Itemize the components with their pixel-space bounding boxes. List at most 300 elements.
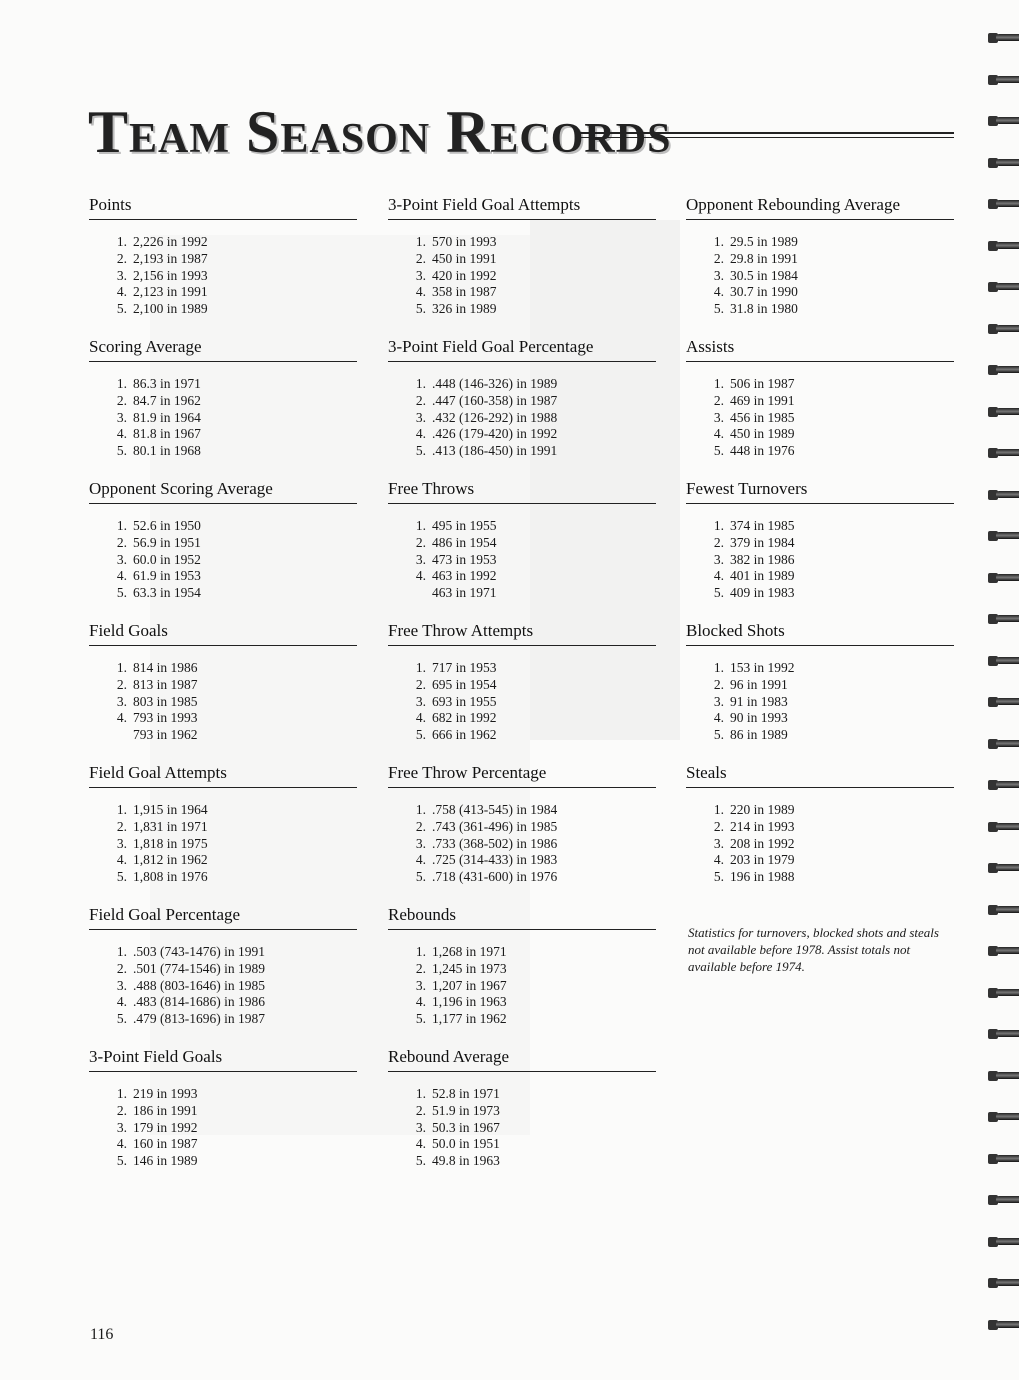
record-value: 30.5 in 1984 — [730, 267, 798, 283]
record-entry — [388, 426, 656, 443]
record-entry — [89, 518, 357, 535]
record-rank: 1. — [116, 660, 127, 675]
record-rank: 4. — [415, 710, 426, 726]
record-rank: 5. — [713, 585, 724, 601]
binding-ring — [986, 445, 1019, 461]
record-rank: 3. — [116, 551, 127, 567]
record-rank: 2. — [415, 250, 426, 266]
record-entry — [686, 819, 954, 836]
record-entry — [89, 1136, 357, 1153]
record-rank: 2. — [116, 392, 127, 408]
record-rank: 4. — [415, 1136, 426, 1152]
record-value: 203 in 1979 — [730, 852, 795, 868]
record-entry — [388, 819, 656, 836]
record-value: 50.0 in 1951 — [432, 1136, 500, 1152]
record-value: 374 in 1985 — [730, 518, 795, 533]
record-value: 506 in 1987 — [730, 376, 795, 391]
record-value: 86.3 in 1971 — [133, 376, 201, 391]
section-heading: Field Goals — [89, 621, 168, 640]
record-value: 358 in 1987 — [432, 284, 497, 300]
record-section — [89, 193, 357, 335]
record-value: .758 (413-545) in 1984 — [432, 802, 558, 817]
section-heading: Field Goal Percentage — [89, 905, 241, 924]
record-rank: 3. — [116, 693, 127, 709]
record-value: 214 in 1993 — [730, 818, 795, 834]
column-right — [686, 193, 954, 903]
record-rank: 4. — [713, 568, 724, 584]
record-entry — [388, 268, 656, 285]
record-entry — [89, 234, 357, 251]
record-rank: 4. — [116, 710, 127, 726]
record-rank: 5. — [713, 869, 724, 885]
record-rank: 1. — [415, 944, 426, 959]
record-value: 382 in 1986 — [730, 551, 795, 567]
record-rank: 2. — [415, 1102, 426, 1118]
binding-ring — [986, 30, 1019, 46]
record-list — [89, 802, 357, 886]
record-value: 50.3 in 1967 — [432, 1119, 500, 1135]
record-entry — [686, 284, 954, 301]
record-entry — [686, 268, 954, 285]
record-rank: 3. — [415, 409, 426, 425]
record-value: 793 in 1962 — [133, 727, 198, 743]
record-value: 793 in 1993 — [133, 710, 198, 726]
record-rank: 5. — [116, 301, 127, 317]
section-rule — [686, 787, 954, 788]
record-value: .733 (368-502) in 1986 — [432, 835, 558, 851]
binding-ring — [986, 1109, 1019, 1125]
record-value: 96 in 1991 — [730, 676, 788, 692]
record-rank: 3. — [415, 1119, 426, 1135]
record-entry — [89, 852, 357, 869]
record-rank: 3. — [713, 409, 724, 425]
record-entry — [686, 251, 954, 268]
record-value: 401 in 1989 — [730, 568, 795, 584]
record-list — [89, 1086, 357, 1170]
record-entry — [686, 443, 954, 460]
record-value: 570 in 1993 — [432, 234, 497, 249]
record-rank: 5. — [713, 301, 724, 317]
record-value: 29.5 in 1989 — [730, 234, 798, 249]
record-section — [89, 335, 357, 477]
section-rule — [89, 929, 357, 930]
record-entry — [686, 802, 954, 819]
record-rank: 2. — [116, 534, 127, 550]
record-entry — [388, 677, 656, 694]
record-entry — [89, 802, 357, 819]
record-list — [388, 802, 656, 886]
record-rank: 1. — [415, 234, 426, 249]
record-value: .503 (743-1476) in 1991 — [133, 944, 265, 959]
record-section — [89, 903, 357, 1045]
section-rule — [89, 219, 357, 220]
record-entry — [89, 585, 357, 602]
record-rank: 1. — [713, 802, 724, 817]
record-entry — [89, 677, 357, 694]
record-rank: 1. — [116, 376, 127, 391]
section-heading: Rebound Average — [388, 1047, 510, 1066]
record-value: 81.9 in 1964 — [133, 409, 201, 425]
record-entry — [89, 944, 357, 961]
binding-ring — [986, 570, 1019, 586]
record-entry — [89, 552, 357, 569]
record-entry — [686, 694, 954, 711]
record-rank: 5. — [713, 727, 724, 743]
record-section — [388, 619, 656, 761]
record-value: 186 in 1991 — [133, 1102, 198, 1118]
record-rank: 5. — [116, 1153, 127, 1169]
record-value: .743 (361-496) in 1985 — [432, 818, 558, 834]
record-value: 30.7 in 1990 — [730, 284, 798, 300]
record-rank: 3. — [116, 409, 127, 425]
section-heading: 3-Point Field Goal Percentage — [388, 337, 594, 356]
record-entry — [686, 234, 954, 251]
record-entry — [686, 393, 954, 410]
record-entry — [686, 660, 954, 677]
record-value: .479 (813-1696) in 1987 — [133, 1011, 265, 1027]
spiral-binding — [986, 30, 1019, 1360]
record-section — [686, 193, 954, 335]
record-entry — [89, 376, 357, 393]
record-rank: 2. — [116, 676, 127, 692]
record-rank: 4. — [415, 852, 426, 868]
record-entry — [686, 552, 954, 569]
record-rank: 4. — [713, 284, 724, 300]
record-rank: 5. — [713, 443, 724, 459]
record-rank: 4. — [415, 426, 426, 442]
binding-ring — [986, 196, 1019, 212]
record-section — [686, 477, 954, 619]
record-rank: 4. — [415, 994, 426, 1010]
record-entry — [686, 836, 954, 853]
binding-ring — [986, 1068, 1019, 1084]
record-rank: 3. — [415, 835, 426, 851]
record-entry — [388, 694, 656, 711]
record-list — [388, 234, 656, 318]
section-rule — [388, 1071, 656, 1072]
record-section — [686, 619, 954, 761]
record-entry — [388, 852, 656, 869]
record-value: 86 in 1989 — [730, 727, 788, 743]
record-value: 409 in 1983 — [730, 585, 795, 601]
record-rank: 5. — [415, 727, 426, 743]
record-rank: 5. — [116, 585, 127, 601]
record-value: 1,812 in 1962 — [133, 852, 208, 868]
record-entry — [89, 426, 357, 443]
record-value: 29.8 in 1991 — [730, 250, 798, 266]
record-list — [388, 376, 656, 460]
record-section — [388, 193, 656, 335]
section-rule — [388, 645, 656, 646]
record-value: 448 in 1976 — [730, 443, 795, 459]
record-rank: 3. — [713, 835, 724, 851]
record-entry — [89, 1086, 357, 1103]
record-value: 2,156 in 1993 — [133, 267, 208, 283]
record-entry — [686, 710, 954, 727]
record-rank: 3. — [415, 693, 426, 709]
record-entry — [89, 301, 357, 318]
record-section — [686, 761, 954, 903]
section-heading: Opponent Rebounding Average — [686, 195, 901, 214]
record-section — [686, 335, 954, 477]
record-value: 51.9 in 1973 — [432, 1102, 500, 1118]
record-list — [89, 234, 357, 318]
record-entry — [388, 1153, 656, 1170]
record-entry — [388, 660, 656, 677]
record-entry — [388, 1086, 656, 1103]
record-entry — [89, 710, 357, 727]
record-entry — [388, 994, 656, 1011]
record-value: 63.3 in 1954 — [133, 585, 201, 601]
section-heading: Free Throw Percentage — [388, 763, 547, 782]
record-value: 456 in 1985 — [730, 409, 795, 425]
record-rank: 5. — [116, 869, 127, 885]
record-value: 1,196 in 1963 — [432, 994, 507, 1010]
record-rank: 5. — [415, 443, 426, 459]
record-value: 682 in 1992 — [432, 710, 497, 726]
record-rank: 3. — [713, 267, 724, 283]
record-entry — [89, 393, 357, 410]
record-rank: 2. — [415, 676, 426, 692]
record-value: 219 in 1993 — [133, 1086, 198, 1101]
record-section — [388, 903, 656, 1045]
record-value: 666 in 1962 — [432, 727, 497, 743]
binding-ring — [986, 321, 1019, 337]
record-rank: 5. — [116, 1011, 127, 1027]
record-entry — [388, 393, 656, 410]
record-list — [388, 1086, 656, 1170]
record-entry — [388, 410, 656, 427]
binding-ring — [986, 943, 1019, 959]
record-entry — [89, 568, 357, 585]
record-rank: 4. — [713, 852, 724, 868]
record-rank: 5. — [415, 869, 426, 885]
binding-ring — [986, 72, 1019, 88]
record-value: 84.7 in 1962 — [133, 392, 201, 408]
section-rule — [89, 787, 357, 788]
record-value: 450 in 1991 — [432, 250, 497, 266]
record-entry — [686, 869, 954, 886]
binding-ring — [986, 404, 1019, 420]
binding-ring — [986, 694, 1019, 710]
record-value: 81.8 in 1967 — [133, 426, 201, 442]
record-rank: 1. — [116, 234, 127, 249]
record-entry — [686, 301, 954, 318]
record-section — [89, 619, 357, 761]
record-entry — [686, 535, 954, 552]
record-value: 1,915 in 1964 — [133, 802, 208, 817]
record-value: 1,831 in 1971 — [133, 818, 208, 834]
record-value: 420 in 1992 — [432, 267, 497, 283]
record-value: .426 (179-420) in 1992 — [432, 426, 558, 442]
record-value: 52.6 in 1950 — [133, 518, 201, 533]
record-value: .488 (803-1646) in 1985 — [133, 977, 265, 993]
record-entry — [388, 552, 656, 569]
record-rank: 1. — [415, 802, 426, 817]
record-section — [388, 761, 656, 903]
section-rule — [686, 361, 954, 362]
record-rank: 2. — [713, 818, 724, 834]
record-value: 379 in 1984 — [730, 534, 795, 550]
section-heading: 3-Point Field Goal Attempts — [388, 195, 581, 214]
record-value: 1,177 in 1962 — [432, 1011, 507, 1027]
record-entry — [89, 836, 357, 853]
record-value: 52.8 in 1971 — [432, 1086, 500, 1101]
section-rule — [388, 787, 656, 788]
record-rank: 2. — [415, 960, 426, 976]
record-value: 60.0 in 1952 — [133, 551, 201, 567]
section-heading: Scoring Average — [89, 337, 202, 356]
record-list — [686, 234, 954, 318]
binding-ring — [986, 1234, 1019, 1250]
record-rank: 4. — [116, 852, 127, 868]
record-section — [388, 477, 656, 619]
record-value: 463 in 1971 — [432, 585, 497, 601]
record-entry — [686, 852, 954, 869]
record-list — [89, 944, 357, 1028]
record-entry — [89, 410, 357, 427]
record-entry — [388, 535, 656, 552]
record-entry — [89, 869, 357, 886]
record-value: 693 in 1955 — [432, 693, 497, 709]
record-list — [89, 660, 357, 744]
column-middle — [388, 193, 656, 1187]
page-number: 116 — [90, 1326, 114, 1343]
binding-ring — [986, 487, 1019, 503]
record-value: 486 in 1954 — [432, 534, 497, 550]
section-heading: Fewest Turnovers — [686, 479, 808, 498]
section-rule — [89, 1071, 357, 1072]
record-value: .501 (774-1546) in 1989 — [133, 960, 265, 976]
record-rank: 1. — [116, 802, 127, 817]
record-rank: 2. — [713, 676, 724, 692]
record-entry — [89, 443, 357, 460]
record-entry — [686, 585, 954, 602]
record-list — [686, 660, 954, 744]
record-entry — [388, 585, 656, 602]
record-rank: 4. — [415, 568, 426, 584]
record-section — [89, 761, 357, 903]
record-rank: 2. — [415, 818, 426, 834]
record-section — [388, 1045, 656, 1187]
record-list — [686, 802, 954, 886]
binding-ring — [986, 279, 1019, 295]
page-title: Team Season Records — [88, 99, 672, 165]
record-entry — [686, 677, 954, 694]
record-value: 2,226 in 1992 — [133, 234, 208, 249]
record-value: .432 (126-292) in 1988 — [432, 409, 558, 425]
record-rank: 1. — [713, 660, 724, 675]
record-value: 160 in 1987 — [133, 1136, 198, 1152]
record-entry — [89, 535, 357, 552]
section-heading: Free Throw Attempts — [388, 621, 534, 640]
record-rank: 1. — [116, 944, 127, 959]
record-rank: 1. — [415, 376, 426, 391]
section-heading: Steals — [686, 763, 727, 782]
record-rank: 4. — [116, 1136, 127, 1152]
record-entry — [89, 694, 357, 711]
record-value: 1,245 in 1973 — [432, 960, 507, 976]
record-rank: 2. — [713, 250, 724, 266]
binding-ring — [986, 611, 1019, 627]
record-rank: 1. — [116, 518, 127, 533]
binding-ring — [986, 1275, 1019, 1291]
column-left — [89, 193, 357, 1187]
record-rank: 2. — [713, 392, 724, 408]
record-rank: 3. — [713, 693, 724, 709]
record-rank: 1. — [713, 518, 724, 533]
section-rule — [89, 645, 357, 646]
record-rank: 3. — [116, 835, 127, 851]
binding-ring — [986, 113, 1019, 129]
record-value: 495 in 1955 — [432, 518, 497, 533]
record-rank: 3. — [116, 1119, 127, 1135]
record-rank: 3. — [116, 267, 127, 283]
record-entry — [388, 284, 656, 301]
binding-ring — [986, 736, 1019, 752]
section-heading: Points — [89, 195, 132, 214]
record-value: 450 in 1989 — [730, 426, 795, 442]
record-list — [89, 376, 357, 460]
record-list — [388, 518, 656, 602]
section-rule — [388, 219, 656, 220]
record-entry — [388, 961, 656, 978]
section-rule — [89, 361, 357, 362]
record-value: 153 in 1992 — [730, 660, 795, 675]
record-section — [388, 335, 656, 477]
record-entry — [89, 251, 357, 268]
section-rule — [686, 219, 954, 220]
record-list — [89, 518, 357, 602]
binding-ring — [986, 902, 1019, 918]
binding-ring — [986, 528, 1019, 544]
record-value: 813 in 1987 — [133, 676, 198, 692]
record-value: 196 in 1988 — [730, 869, 795, 885]
binding-ring — [986, 1192, 1019, 1208]
binding-ring — [986, 155, 1019, 171]
record-rank: 5. — [116, 443, 127, 459]
record-entry — [89, 268, 357, 285]
record-rank: 5. — [415, 301, 426, 317]
record-value: 1,207 in 1967 — [432, 977, 507, 993]
record-value: 1,268 in 1971 — [432, 944, 507, 959]
record-value: 463 in 1992 — [432, 568, 497, 584]
record-entry — [686, 410, 954, 427]
section-rule — [388, 361, 656, 362]
record-entry — [388, 978, 656, 995]
record-value: 179 in 1992 — [133, 1119, 198, 1135]
record-value: 814 in 1986 — [133, 660, 198, 675]
section-rule — [388, 929, 656, 930]
record-rank: 4. — [116, 426, 127, 442]
record-entry — [89, 961, 357, 978]
binding-ring — [986, 860, 1019, 876]
section-heading: Blocked Shots — [686, 621, 785, 640]
record-entry — [388, 568, 656, 585]
record-rank: 4. — [713, 426, 724, 442]
record-value: .447 (160-358) in 1987 — [432, 392, 558, 408]
record-rank: 1. — [116, 1086, 127, 1101]
record-value: 31.8 in 1980 — [730, 301, 798, 317]
record-rank: 4. — [713, 710, 724, 726]
record-rank: 2. — [713, 534, 724, 550]
record-value: 90 in 1993 — [730, 710, 788, 726]
record-entry — [388, 869, 656, 886]
record-rank: 3. — [415, 551, 426, 567]
record-rank: 5. — [415, 1011, 426, 1027]
record-value: 1,818 in 1975 — [133, 835, 208, 851]
record-rank: 2. — [116, 250, 127, 266]
